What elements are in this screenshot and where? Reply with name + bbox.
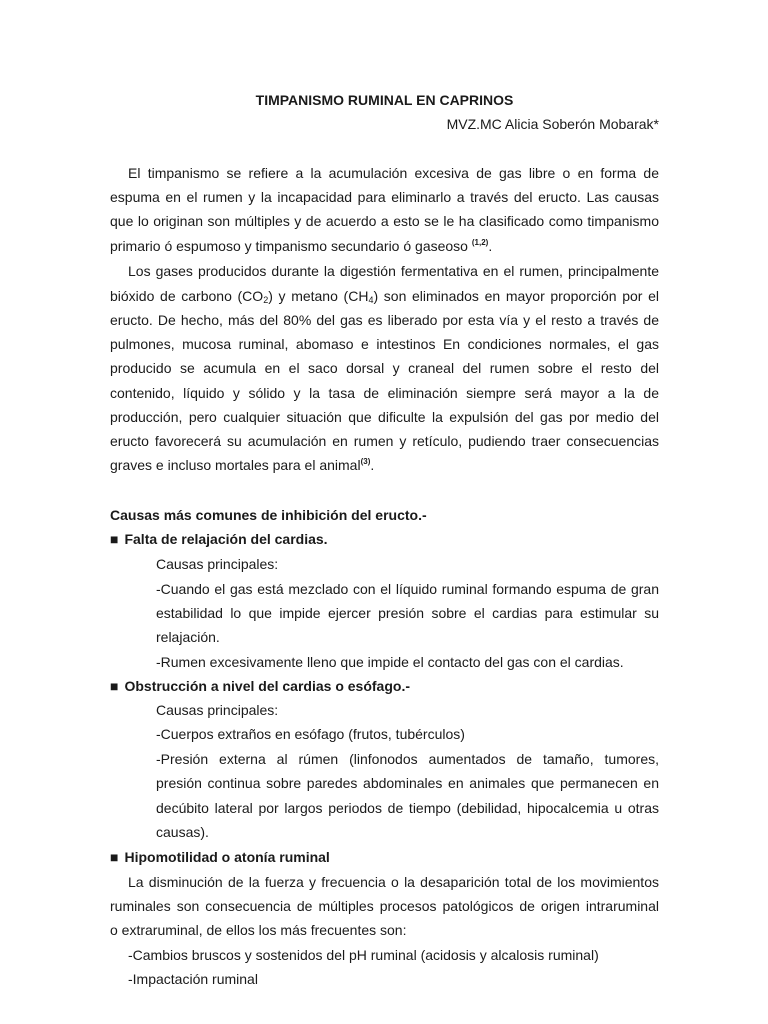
cause-1-line-1: -Cuando el gas está mezclado con el líquido ruminal formando espuma de gran — [156, 581, 659, 597]
paragraph-2-line-3: eructo. De hecho, más del 80% del gas es liberado por esta vía y el resto a través de — [110, 312, 659, 328]
document-page — [110, 0, 659, 1024]
paragraph-1-line-1: El timpanismo se refiere a la acumulación excesiva de gas libre o en forma de — [128, 165, 659, 181]
paragraph-1-line-3: que lo originan son múltiples y de acuerdo a esto se le ha clasificado como timpanismo — [110, 213, 659, 229]
paragraph-2-end: . — [370, 457, 375, 473]
cause-2-line-2: -Presión externa al rúmen (linfonodos aumentados de tamaño, tumores, — [156, 751, 659, 767]
paragraph-3-line-3: o extraruminal, de ellos los más frecuentes son: — [110, 922, 407, 938]
cause-2-line-5: causas). — [156, 824, 209, 840]
paragraph-1-text: primario ó espumoso y timpanismo secundario ó gaseoso — [110, 238, 468, 254]
section-heading: Causas más comunes de inhibición del eructo.- — [110, 507, 427, 523]
causes-label-2: Causas principales: — [156, 702, 279, 718]
cause-1-line-2: estabilidad lo que impide ejercer presión sobre el cardias para estimular su — [156, 605, 659, 621]
paragraph-2-line-5: producido se acumula en el saco dorsal y craneal del rumen sobre el resto del — [110, 360, 659, 376]
paragraph-2-line-8: eructo favorecerá su acumulación en rumen y retículo, pudiendo traer consecuencias — [110, 433, 659, 449]
subsection-heading-3: ■ Hipomotilidad o atonía ruminal — [110, 849, 330, 865]
cause-1-line-3: relajación. — [156, 629, 220, 645]
paragraph-3-line-2: ruminales son consecuencia de múltiples procesos patológicos de origen intraruminal — [110, 898, 659, 914]
paragraph-1-line-4 — [110, 234, 659, 258]
ch4-text: ) y metano (CH — [268, 288, 369, 304]
paragraph-2-line-6: contenido, líquido y sólido y la tasa de eliminación siempre será mayor a la de — [110, 385, 659, 401]
document-author: MVZ.MC Alicia Soberón Mobarak* — [446, 116, 659, 132]
co2-subscript: 2 — [263, 295, 269, 305]
cause-2-line-4: decúbito lateral por largos periodos de tiempo (debilidad, hipocalcemia u otras — [156, 800, 659, 816]
cause-1-line-4: -Rumen excesivamente lleno que impide el contacto del gas con el cardias. — [156, 654, 624, 670]
cause-2-line-1: -Cuerpos extraños en esófago (frutos, tubérculos) — [156, 726, 465, 742]
paragraph-2-line-7: producción, pero cualquier situación que dificulte la expulsión del gas por medio del — [110, 409, 659, 425]
co2-text: bióxido de carbono (CO — [110, 288, 264, 304]
bullet-glyph: ■ — [110, 531, 119, 547]
subsection-heading-2: ■ Obstrucción a nivel del cardias o esófago.- — [110, 678, 410, 694]
paragraph-1-end: . — [488, 238, 493, 254]
ch4-subscript: 4 — [368, 295, 374, 305]
paragraph-2-line-4: pulmones, mucosa ruminal, abomaso e intestinos En condiciones normales, el gas — [110, 336, 659, 352]
subsection-heading-1: ■ Falta de relajación del cardias. — [110, 531, 328, 547]
paragraph-1-line-2: espuma en el rumen y la incapacidad para eliminarlo a través del eructo. Las causas — [110, 189, 659, 205]
paragraph-2-line-1: Los gases producidos durante la digestión fermentativa en el rumen, principalmente — [128, 263, 659, 279]
bullet-glyph: ■ — [110, 678, 119, 694]
bullet-glyph: ■ — [110, 849, 119, 865]
paragraph-3-line-4: -Cambios bruscos y sostenidos del pH ruminal (acidosis y alcalosis ruminal) — [128, 947, 599, 963]
paragraph-2-line-2-end: ) son eliminados en mayor proporción por el — [373, 288, 659, 304]
paragraph-2-line-9 — [110, 453, 659, 477]
paragraph-3-line-5: -Impactación ruminal — [128, 971, 258, 987]
paragraph-2-line-2 — [110, 284, 659, 308]
document-title: TIMPANISMO RUMINAL EN CAPRINOS — [255, 92, 514, 108]
cause-2-line-3: presión continua sobre paredes abdominales en animales que permanecen en — [156, 775, 659, 791]
citation-ref: (1,2) — [471, 238, 489, 247]
citation-ref: (3) — [360, 457, 371, 466]
paragraph-2-text: graves e incluso mortales para el animal — [110, 457, 361, 473]
causes-label-1: Causas principales: — [156, 556, 279, 572]
paragraph-3-line-1: La disminución de la fuerza y frecuencia o la desaparición total de los movimientos — [128, 874, 659, 890]
